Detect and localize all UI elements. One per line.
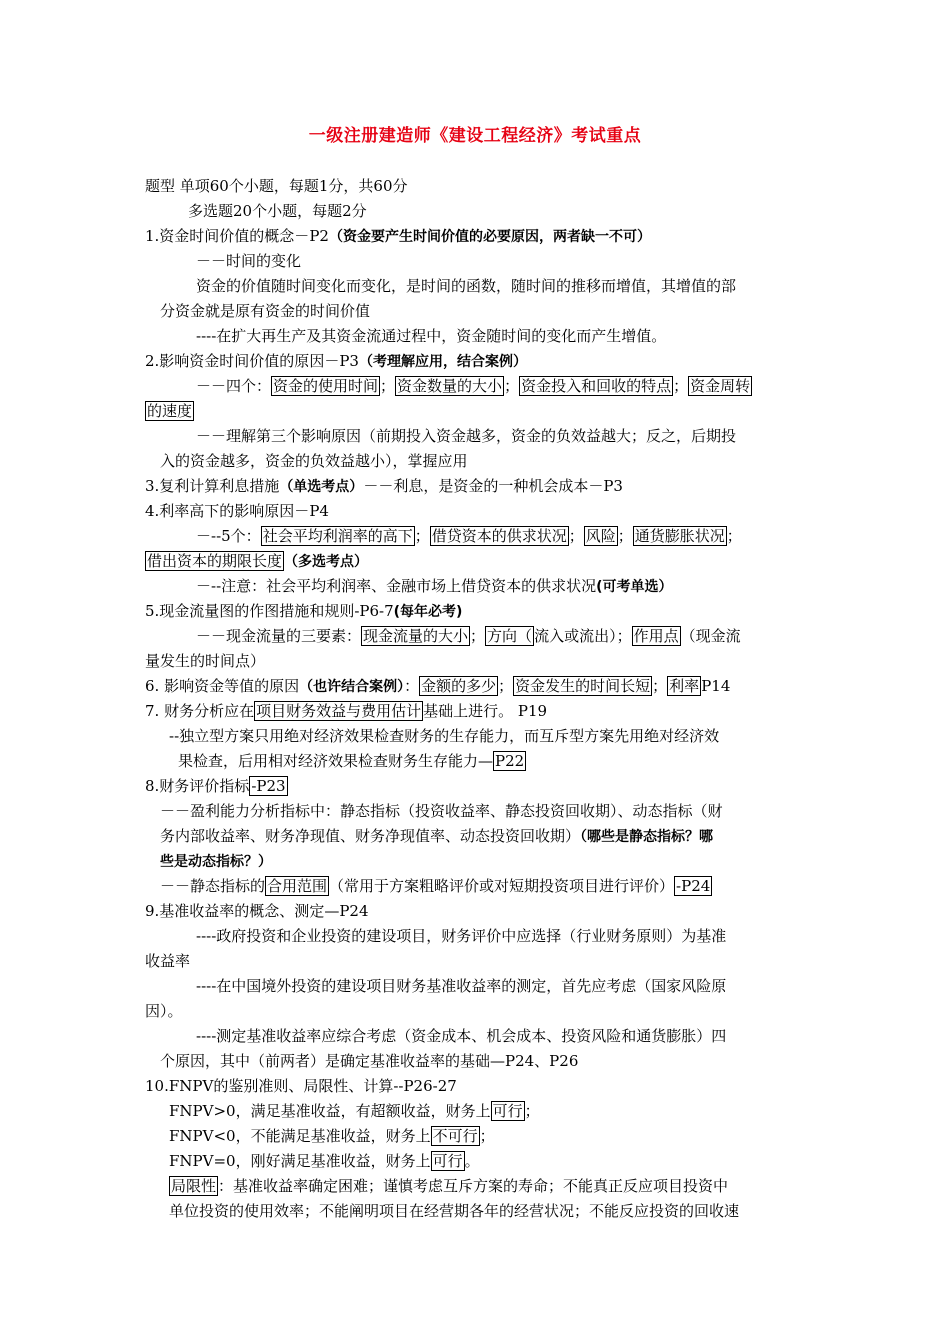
text-segment: 6. 影响资金等值的原因 xyxy=(145,677,300,695)
text-line xyxy=(145,799,810,824)
text-segment: （常用于方案粗略评价或对短期投资项目进行评价） xyxy=(329,877,675,895)
text-line xyxy=(145,749,810,774)
text-line xyxy=(145,424,810,449)
text-segment: －－利息，是资金的一种机会成本－P3 xyxy=(363,477,623,495)
boxed-keyword: 社会平均利润率的高下 xyxy=(262,527,413,545)
text-segment: ； xyxy=(479,1127,495,1145)
text-segment: 题型 单项60个小题，每题1分，共60分 xyxy=(145,177,408,195)
text-line xyxy=(145,1049,810,1074)
text-line xyxy=(145,924,810,949)
boxed-keyword: 可行 xyxy=(432,1152,463,1170)
text-line xyxy=(145,774,810,799)
bold-note: （多选考点） xyxy=(284,554,369,570)
text-line xyxy=(145,449,810,474)
text-line xyxy=(145,1024,810,1049)
text-segment: 。 xyxy=(464,1152,480,1170)
bold-note: (每年必考) xyxy=(393,604,463,620)
text-line xyxy=(145,299,810,324)
text-segment: FNPV<0，不能满足基准收益，财务上 xyxy=(169,1127,431,1145)
boxed-keyword: 合用范围 xyxy=(267,877,328,895)
text-line xyxy=(145,1149,810,1174)
text-line xyxy=(145,824,810,849)
text-line xyxy=(145,399,810,424)
text-segment: －－静态指标的 xyxy=(160,877,266,895)
text-segment: －--注意：社会平均利润率、金融市场上借贷资本的供求状况 xyxy=(196,577,597,595)
boxed-keyword: 资金发生的时间长短 xyxy=(515,677,651,695)
bold-note: （考理解应用，结合案例） xyxy=(358,354,527,370)
text-segment: ； xyxy=(414,527,430,545)
text-segment: ； xyxy=(380,377,396,395)
text-line xyxy=(145,1074,810,1099)
text-line xyxy=(145,474,810,499)
boxed-keyword: 局限性 xyxy=(171,1177,217,1195)
boxed-keyword: 项目财务效益与费用估计 xyxy=(256,702,422,720)
boxed-keyword: 现金流量的大小 xyxy=(363,627,469,645)
text-segment: 个原因，其中（前两者）是确定基准收益率的基础—P24、P26 xyxy=(160,1052,579,1070)
boxed-keyword: 方向（ xyxy=(487,627,533,645)
text-segment: 多选题20个小题，每题2分 xyxy=(188,202,367,220)
text-line xyxy=(145,1199,810,1224)
boxed-keyword: 利率 xyxy=(669,677,700,695)
bold-note: 些是动态指标？） xyxy=(160,854,272,870)
boxed-keyword: 通货膨胀状况 xyxy=(634,527,725,545)
text-line xyxy=(145,574,810,599)
text-line xyxy=(145,1099,810,1124)
text-segment: --独立型方案只用绝对经济效果检查财务的生存能力，而互斥型方案先用绝对经济效 xyxy=(169,727,720,745)
text-line xyxy=(145,549,810,574)
text-line xyxy=(145,724,810,749)
boxed-keyword: 金额的多少 xyxy=(421,677,497,695)
boxed-keyword: -P24 xyxy=(676,877,711,895)
text-segment: ： xyxy=(404,677,420,695)
boxed-keyword: 不可行 xyxy=(432,1127,478,1145)
boxed-keyword: 作用点 xyxy=(633,627,679,645)
text-segment: －－时间的变化 xyxy=(196,252,302,270)
text-segment: 单位投资的使用效率；不能阐明项目在经营期各年的经营状况；不能反应投资的回收速 xyxy=(169,1202,740,1220)
text-segment: ----政府投资和企业投资的建设项目，财务评价中应选择（行业财务原则）为基准 xyxy=(196,927,727,945)
text-line xyxy=(145,224,810,249)
text-line xyxy=(145,649,810,674)
text-segment: ； xyxy=(524,1102,540,1120)
text-line xyxy=(145,499,810,524)
text-segment: P14 xyxy=(701,677,731,695)
document-body xyxy=(145,174,810,1224)
text-line xyxy=(145,874,810,899)
text-segment: ----在扩大再生产及其资金流通过程中，资金随时间的变化而产生增值。 xyxy=(196,327,667,345)
text-line xyxy=(145,174,810,199)
text-line xyxy=(145,899,810,924)
text-segment: ； xyxy=(617,527,633,545)
bold-note: （单选考点） xyxy=(279,479,364,495)
text-segment: 务内部收益率、财务净现值、财务净现值率、动态投资回收期） xyxy=(160,827,581,845)
text-segment: FNPV=0，刚好满足基准收益，财务上 xyxy=(169,1152,431,1170)
text-segment: ：基准收益率确定困难；谨慎考虑互斥方案的寿命；不能真正反应项目投资中 xyxy=(218,1177,729,1195)
text-segment: ； xyxy=(470,627,486,645)
page-title: 一级注册建造师《建设工程经济》考试重点 xyxy=(308,126,642,146)
text-line xyxy=(145,849,810,874)
boxed-keyword: 资金周转 xyxy=(690,377,751,395)
text-segment: 9.基准收益率的概念、测定—P24 xyxy=(145,902,369,920)
text-segment: FNPV>0，满足基准收益，有超额收益，财务上 xyxy=(169,1102,491,1120)
boxed-keyword: 借出资本的期限长度 xyxy=(147,552,283,570)
text-line xyxy=(145,1124,810,1149)
boxed-keyword: 资金的使用时间 xyxy=(273,377,379,395)
text-line xyxy=(145,324,810,349)
text-segment: ； xyxy=(498,677,514,695)
text-segment: ； xyxy=(504,377,520,395)
text-segment: 8.财务评价指标 xyxy=(145,777,250,795)
text-segment: 7. 财务分析应在 xyxy=(145,702,255,720)
boxed-keyword: -P23 xyxy=(251,777,286,795)
text-line xyxy=(145,349,810,374)
text-segment: 5.现金流量图的作图措施和规则-P6-7 xyxy=(145,602,394,620)
text-line xyxy=(145,374,810,399)
bold-note: （资金要产生时间价值的必要原因，两者缺一不可） xyxy=(328,229,651,245)
boxed-keyword: 资金投入和回收的特点 xyxy=(521,377,672,395)
text-segment: －--5个： xyxy=(196,527,261,545)
text-segment: ； xyxy=(568,527,584,545)
bold-note: （也许结合案例） xyxy=(299,679,405,695)
text-line xyxy=(145,524,810,549)
text-line xyxy=(145,249,810,274)
text-line xyxy=(145,274,810,299)
text-segment: 3.复利计算利息措施 xyxy=(145,477,280,495)
text-line xyxy=(145,974,810,999)
boxed-keyword: 的速度 xyxy=(147,402,193,420)
text-segment: 分资金就是原有资金的时间价值 xyxy=(160,302,371,320)
text-segment: ----测定基准收益率应综合考虑（资金成本、机会成本、投资风险和通货膨胀）四 xyxy=(196,1027,727,1045)
text-segment: 入的资金越多，资金的负效益越小），掌握应用 xyxy=(160,452,468,470)
text-segment: 2.影响资金时间价值的原因－P3 xyxy=(145,352,359,370)
text-segment: ； xyxy=(726,527,742,545)
text-segment: 收益率 xyxy=(145,952,191,970)
text-line xyxy=(145,674,810,699)
text-segment: ； xyxy=(673,377,689,395)
text-segment: －－盈利能力分析指标中：静态指标（投资收益率、静态投资回收期）、动态指标（财 xyxy=(160,802,723,820)
text-segment: 量发生的时间点） xyxy=(145,652,266,670)
boxed-keyword: 风险 xyxy=(585,527,616,545)
boxed-keyword: 借贷资本的供求状况 xyxy=(431,527,567,545)
bold-note: (可考单选） xyxy=(596,579,673,595)
text-segment: 基础上进行。 P19 xyxy=(423,702,548,720)
boxed-keyword: P22 xyxy=(495,752,525,770)
boxed-keyword: 可行 xyxy=(492,1102,523,1120)
text-segment: －－四个： xyxy=(196,377,272,395)
text-segment: 1.资金时间价值的概念－P2 xyxy=(145,227,329,245)
text-segment: ----在中国境外投资的建设项目财务基准收益率的测定，首先应考虑（国家风险原 xyxy=(196,977,727,995)
text-segment: （现金流 xyxy=(680,627,741,645)
text-segment: －－理解第三个影响原因（前期投入资金越多，资金的负效益越大；反之，后期投 xyxy=(196,427,737,445)
text-segment: 果检查，后用相对经济效果检查财务生存能力— xyxy=(178,752,494,770)
text-segment: －－现金流量的三要素： xyxy=(196,627,362,645)
boxed-keyword: 资金数量的大小 xyxy=(397,377,503,395)
text-segment: ； xyxy=(652,677,668,695)
text-line xyxy=(145,699,810,724)
text-segment: 流入或流出）； xyxy=(534,627,632,645)
text-line xyxy=(145,599,810,624)
text-line xyxy=(145,949,810,974)
text-line xyxy=(145,624,810,649)
text-segment: 10.FNPV的鉴别准则、局限性、计算--P26-27 xyxy=(145,1077,457,1095)
text-segment: 4.利率高下的影响原因－P4 xyxy=(145,502,329,520)
bold-note: （哪些是静态指标？哪 xyxy=(580,829,714,845)
text-segment: 资金的价值随时间变化而变化，是时间的函数，随时间的推移而增值，其增值的部 xyxy=(196,277,737,295)
text-line xyxy=(145,199,810,224)
text-line xyxy=(145,999,810,1024)
text-segment: 因）。 xyxy=(145,1002,183,1020)
text-line xyxy=(145,1174,810,1199)
